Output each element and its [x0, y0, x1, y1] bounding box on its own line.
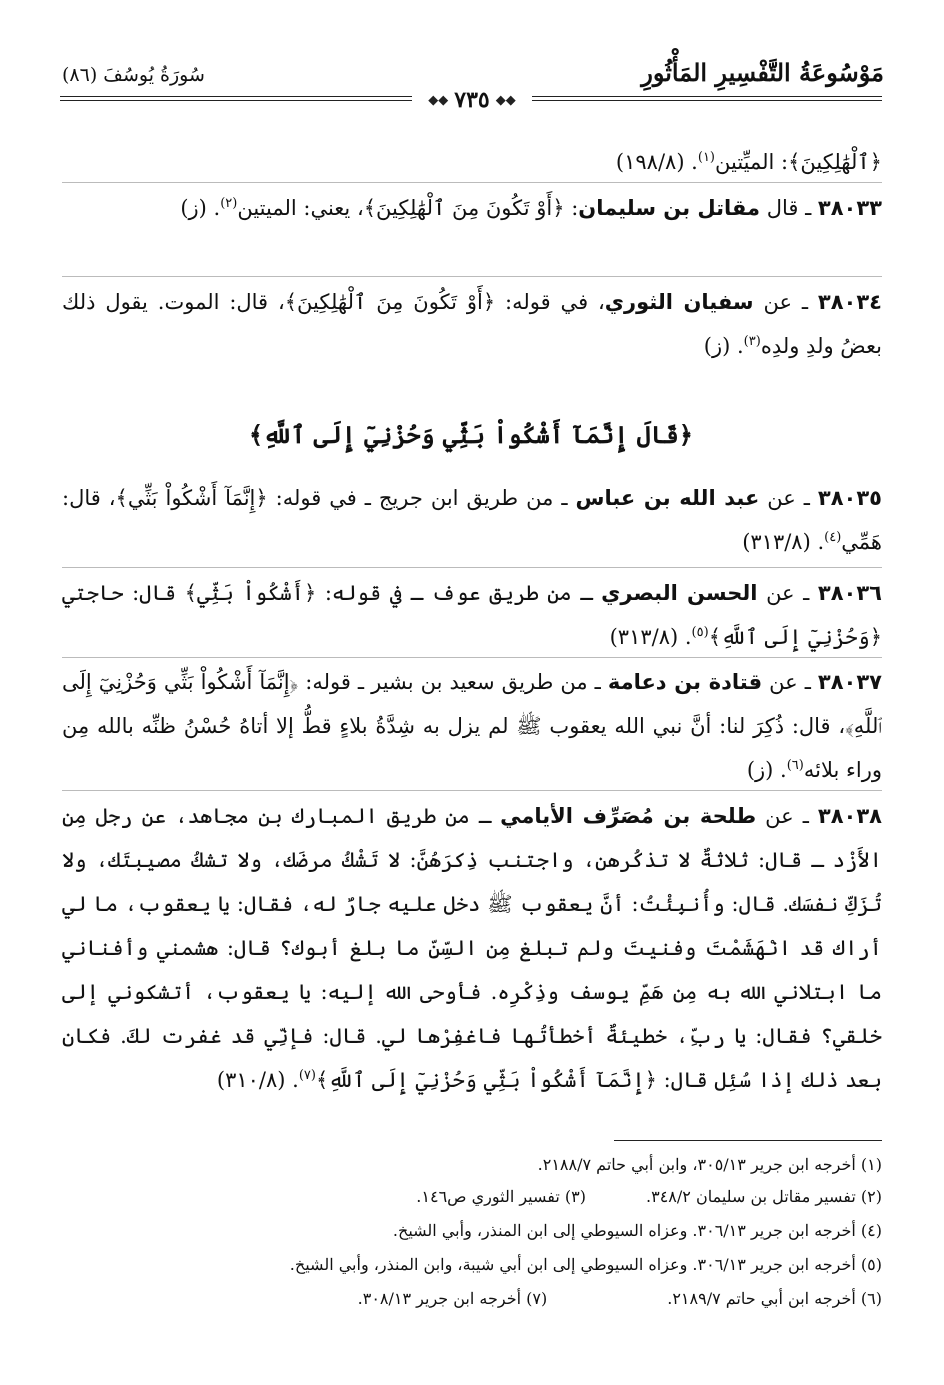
footnote-ref: (٢): [220, 196, 238, 211]
footnote-ref: (١): [697, 150, 715, 165]
footnote-ref: (٣): [743, 334, 761, 349]
entry-number: ٣٨٠٣٦: [817, 581, 882, 605]
footnote-row-6-7: [62, 1284, 882, 1314]
footnote-5: (٥) أخرجه ابن جرير ٣٠٦/١٣. وعزاه السيوطي إلى ابن أبي شيبة، وابن المنذر، وأبي الشيخ.: [289, 1255, 882, 1274]
footnote-3: (٣) تفسير الثوري ص١٤٦.: [416, 1187, 586, 1206]
footnote-ref: (٦): [786, 758, 804, 773]
entry-38035: ٣٨٠٣٥ ـ عن عبد الله بن عباس ـ من طريق ابن جريج ـ في قوله: ﴿إِنَّمَآ أَشْكُواْ بَثِّي﴾، قال: هَمِّي$^{(٤)}$. (٣١٣/٨): [62, 486, 882, 554]
narrator-name: طلحة بن مُصَرِّف الأيامي: [500, 804, 757, 828]
entry-38033: ٣٨٠٣٣ ـ قال مقاتل بن سليمان: ﴿أَوْ تَكُونَ مِنَ ٱلْهَٰلِكِينَ﴾، يعني: الميتين$^{(٢)}$. (ز): [180, 196, 882, 220]
divider: [62, 790, 882, 791]
footnote-7: (٧) أخرجه ابن جرير ٣٠٨/١٣.: [357, 1289, 548, 1308]
entry-number: ٣٨٠٣٧: [817, 670, 882, 694]
ornament-icon: ◆◆: [495, 92, 516, 108]
divider: [62, 276, 882, 277]
entry-number: ٣٨٠٣٨: [817, 804, 882, 828]
divider: [62, 657, 882, 658]
section-heading: ﴿قَالَ إِنَّمَآ أَشْكُواْ بَثِّي وَحُزْنِيٓ إِلَى ٱللَّهِ﴾: [249, 420, 693, 449]
footnote-ref: (٤): [824, 530, 842, 545]
ornament-icon: ◆◆: [428, 92, 449, 108]
footnote-2: (٢) تفسير مقاتل بن سليمان ٣٤٨/٢.: [646, 1187, 882, 1206]
narrator-name: عبد الله بن عباس: [575, 486, 760, 510]
page-number-box: [412, 86, 532, 114]
divider: [62, 182, 882, 183]
entry-38037: ٣٨٠٣٧ ـ عن قتادة بن دعامة ـ من طريق سعيد بن بشير ـ قوله: ﴿إِنَّمَآ أَشْكُواْ بَثِّي وَحُزْنِيٓ إِلَى ٱللَّهِ﴾، قال: ذُكِرَ لنا: أنَّ نبي الله يعقوب ﷺ لم يزل به شِدَّةُ بلاءٍ قطُّ إلا أتاهُ حُسْنُ ظنِّه بالله مِن وراء بلائه$^{(٦)}$. (ز): [62, 670, 882, 782]
footnote-1: (١) أخرجه ابن جرير ٣٠٥/١٣، وابن أبي حاتم ٢١٨٨/٧.: [537, 1155, 882, 1174]
book-title: مَوْسُوعَةُ التَّفْسِيرِ المَأْثُورِ: [641, 58, 884, 87]
entry-number: ٣٨٠٣٣: [817, 196, 882, 220]
narrator-name: الحسن البصري: [601, 581, 758, 605]
entry-number: ٣٨٠٣٤: [817, 290, 882, 314]
entry-gloss: ﴿ٱلْهَٰلِكِينَ﴾: الميِّتين$^{(١)}$. (١٩٨/٨): [615, 150, 882, 174]
entry-38034: ٣٨٠٣٤ ـ عن سفيان الثوري، في قوله: ﴿أَوْ تَكُونَ مِنَ ٱلْهَٰلِكِينَ﴾، قال: الموت. يقول ذلك بعضُ ولدِ ولدِه$^{(٣)}$. (ز): [62, 290, 882, 358]
footnote-4: (٤) أخرجه ابن جرير ٣٠٦/١٣. وعزاه السيوطي إلى ابن المنذر، وأبي الشيخ.: [392, 1221, 882, 1240]
narrator-name: قتادة بن دعامة: [607, 670, 763, 694]
footnote-ref: (٧): [298, 1068, 316, 1083]
narrator-name: مقاتل بن سليمان: [578, 196, 761, 220]
entry-38036: ٣٨٠٣٦ ـ عن الحسن البصري ـ من طريق عوف ـ في قوله: ﴿أَشْكُواْ بَثِّي﴾ قال: حاجتي ﴿وَحُزْنِيٓ إِلَى ٱللَّهِ﴾$^{(٥)}$. (٣١٣/٨): [62, 581, 882, 649]
footnote-row-2-3: [62, 1182, 882, 1212]
divider: [62, 567, 882, 568]
entry-number: ٣٨٠٣٥: [817, 486, 882, 510]
footnote-6: (٦) أخرجه ابن أبي حاتم ٢١٨٩/٧.: [667, 1289, 882, 1308]
page-number: ٧٣٥: [454, 87, 490, 113]
footnote-rule: [614, 1140, 882, 1141]
narrator-name: سفيان الثوري: [604, 290, 754, 314]
entry-38038: ٣٨٠٣٨ ـ عن طلحة بن مُصَرِّف الأيامي ـ من طريق المبارك بن مجاهد، عن رجل مِن الأَزْد ـ قال: ثلاثةٌ لا تذكُرهن، واجتنب ذِكرَهُنَّ: لا تَشْكُ مرضَك، ولا تشكُ مصيبتَك، ولا تُزَكِّ نفسَك. قال: وأُنبِئْتُ: أنَّ يعقوب ﷺ دخل عليه جارٌ له، فقال: يا يعقوب، ما لي أراك قد انْهَشَمْتَ وفنيتَ ولم تبلغ مِن السِّنِّ ما بلغ أبوك؟ قال: هشمني وأفناني ما ابتلاني الله به مِن هَمِّ يوسف وذِكْرِه. فأوحى الله إليه: يا يعقوب، أتشكوني إلى خلقي؟ فقال: يا ربِّ، خطيئةٌ أخطأتُها فاغفِرْها لي. قال: فإنِّي قد غفرت لكَ. فكان بعد ذلك إذا سُئِل قال: ﴿إِنَّمَآ أَشْكُواْ بَثِّي وَحُزْنِيٓ إِلَى ٱللَّهِ﴾$^{(٧)}$. (٣١٠/٨): [62, 804, 882, 1092]
footnote-ref: (٥): [691, 625, 709, 640]
surah-label: سُورَةُ يُوسُفَ (٨٦): [62, 64, 205, 86]
